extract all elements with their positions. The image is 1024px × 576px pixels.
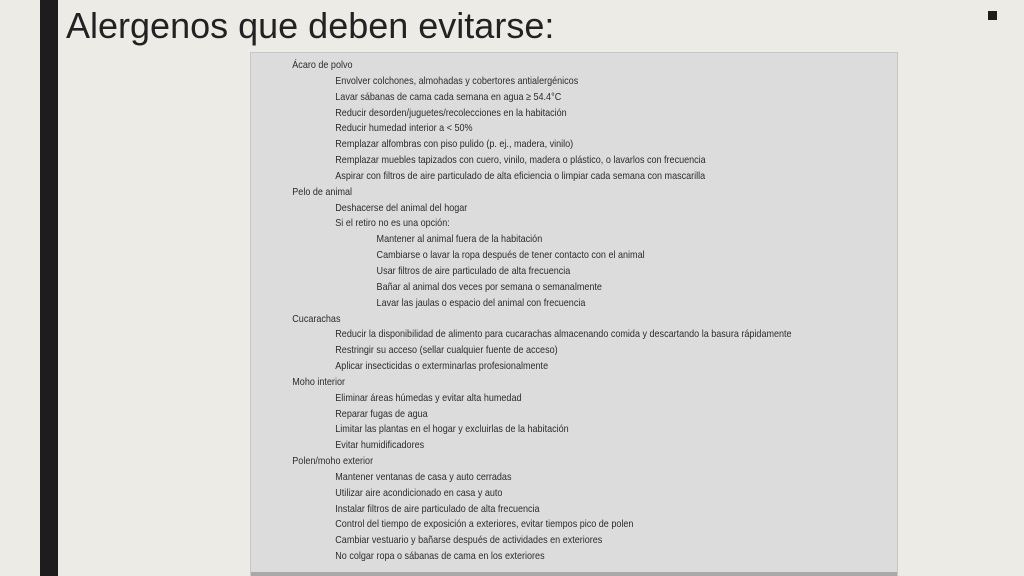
table-item: Usar filtros de aire particulado de alta frecuencia bbox=[376, 264, 571, 277]
table-category-heading: Pelo de animal bbox=[292, 185, 353, 198]
square-bullet-icon bbox=[988, 11, 997, 20]
table-item: Lavar sábanas de cama cada semana en agua ≥ 54.4°C bbox=[335, 90, 562, 103]
table-item: Reducir desorden/juguetes/recolecciones en la habitación bbox=[335, 106, 567, 119]
table-item: Mantener ventanas de casa y auto cerradas bbox=[335, 470, 512, 483]
table-item: No colgar ropa o sábanas de cama en los exteriores bbox=[335, 550, 545, 563]
table-item: Instalar filtros de aire particulado de alta frecuencia bbox=[335, 502, 540, 515]
slide-title: Alergenos que deben evitarse: bbox=[66, 5, 555, 46]
table-item: Lavar las jaulas o espacio del animal con frecuencia bbox=[376, 296, 586, 309]
allergen-table-rows bbox=[251, 58, 897, 565]
table-item: Utilizar aire acondicionado en casa y auto bbox=[335, 486, 503, 499]
table-item: Limitar las plantas en el hogar y excluirlas de la habitación bbox=[335, 423, 569, 436]
table-item: Remplazar alfombras con piso pulido (p. ej., madera, vinilo) bbox=[335, 138, 574, 151]
table-category-heading: Cucarachas bbox=[292, 312, 341, 325]
allergen-table-image bbox=[250, 52, 898, 576]
table-item: Deshacerse del animal del hogar bbox=[335, 201, 468, 214]
table-item: Reducir la disponibilidad de alimento para cucarachas almacenando comida y descartando la basura rápidamente bbox=[335, 328, 792, 341]
table-item: Reparar fugas de agua bbox=[335, 407, 428, 420]
table-item: Restringir su acceso (sellar cualquier fuente de acceso) bbox=[335, 344, 558, 357]
table-category-heading: Polen/moho exterior bbox=[292, 455, 374, 468]
table-category-heading: Ácaro de polvo bbox=[292, 59, 353, 71]
table-item: Evitar humidificadores bbox=[335, 439, 425, 452]
table-item: Aplicar insecticidas o exterminarlas profesionalmente bbox=[335, 360, 549, 373]
table-item: Remplazar muebles tapizados con cuero, vinilo, madera o plástico, o lavarlos con frecuencia bbox=[335, 154, 706, 167]
table-item: Cambiarse o lavar la ropa después de tener contacto con el animal bbox=[376, 249, 645, 262]
table-item: Eliminar áreas húmedas y evitar alta humedad bbox=[335, 391, 522, 404]
table-item: Cambiar vestuario y bañarse después de actividades en exteriores bbox=[335, 534, 603, 547]
table-item: Aspirar con filtros de aire particulado de alta eficiencia o limpiar cada semana con mascarilla bbox=[335, 169, 706, 182]
left-accent-bar bbox=[40, 0, 58, 576]
table-item: Envolver colchones, almohadas y cobertores antialergénicos bbox=[335, 74, 579, 87]
table-category-heading: Moho interior bbox=[292, 375, 345, 388]
table-item: Mantener al animal fuera de la habitación bbox=[376, 233, 543, 246]
table-item: Control del tiempo de exposición a exteriores, evitar tiempos pico de polen bbox=[335, 518, 634, 531]
table-item: Bañar al animal dos veces por semana o semanalmente bbox=[376, 280, 602, 293]
table-item: Si el retiro no es una opción: bbox=[335, 217, 450, 230]
table-item: Reducir humedad interior a < 50% bbox=[335, 122, 473, 135]
